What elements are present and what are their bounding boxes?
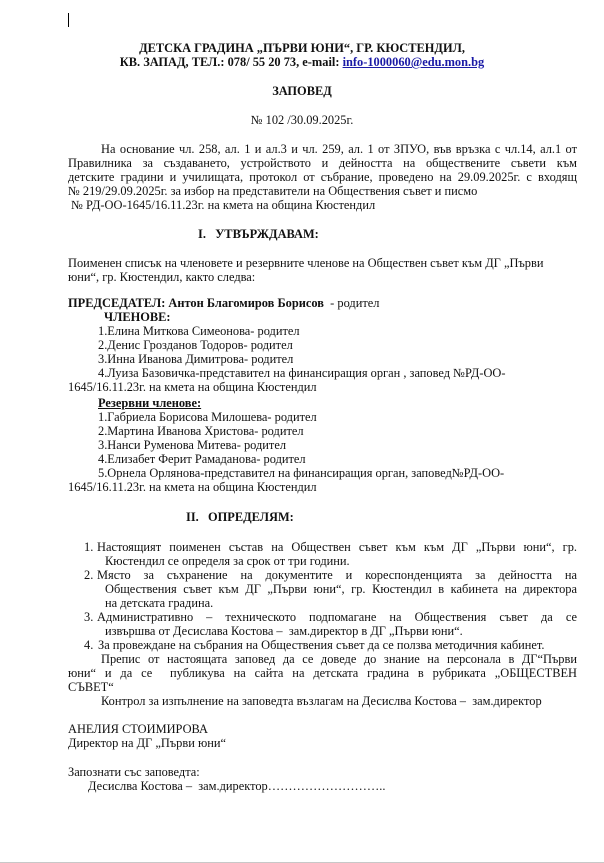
reserve-3: 3.Нанси Руменова Митева- родител (98, 438, 287, 452)
item-2-line-1: Място за съхранение на документите и кореспонденцията за дейността на (97, 568, 577, 582)
publish-line-2: юни“ и да се публикува на сайта на детската градина в рубриката „ОБЩЕСТВЕН (68, 666, 577, 680)
preamble-line-3: детските градини и училищата, протокол от събрание, проведено на 29.09.2025г. с входящ (68, 170, 577, 184)
member-3: 3.Инна Иванова Димитрова- родител (98, 352, 294, 366)
header-line-1: ДЕТСКА ГРАДИНА „ПЪРВИ ЮНИ“, ГР. КЮСТЕНДИЛ, (139, 41, 465, 55)
item-2-number: 2. (84, 568, 94, 582)
control-line: Контрол за изпълнение на заповедта възлагам на Десислва Костова – зам.директор (101, 694, 542, 708)
item-2-line-2: Обществения съвет към ДГ „Първи юни“, гр. Кюстендил в кабинета на директора (105, 582, 577, 596)
section-1-heading: I. УТВЪРЖДАВАМ: (198, 227, 319, 241)
preamble-line-2: Правилника за създаването, устройството и дейността на обществените съвети към (68, 156, 577, 170)
item-2-line-3: на детската градина. (105, 596, 214, 610)
reserve-5: 5.Орнела Орлянова-представител на финансиращия орган, заповед№РД-ОО- (98, 466, 505, 480)
document-title: ЗАПОВЕД (272, 84, 332, 98)
chair-role: - родител (323, 296, 380, 310)
item-1-line-1: Настоящият поименен състав на Обществен съвет към към ДГ „Първи юни“, гр. (97, 540, 577, 554)
item-1-number: 1. (84, 540, 94, 554)
header-line-2 (0, 55, 604, 69)
order-number: № 102 /30.09.2025г. (250, 113, 354, 127)
section-2-heading: II. ОПРЕДЕЛЯМ: (186, 510, 294, 524)
preamble-line-1: На основание чл. 258, ал. 1 и ал.3 и чл. 259, ал. 1 от ЗПУО, във връзка с чл.14, ал.1 от (101, 142, 577, 156)
item-4-number: 4. (84, 638, 94, 652)
acknowledged-person: Десислва Костова – зам.директор……………………….. (88, 779, 386, 793)
email-link[interactable]: info-1000060@edu.mon.bg (342, 55, 485, 69)
member-1: 1.Елина Миткова Симеонова- родител (98, 324, 300, 338)
item-4-line-1: За провеждане на събрания на Обществения съвет да се ползва методичния кабинет. (98, 638, 545, 652)
members-heading: ЧЛЕНОВЕ: (104, 310, 171, 324)
member-4-cont: 1645/16.11.23г. на кмета на община Кюстендил (68, 380, 317, 394)
section-1-intro-line-1: Поименен списък на членовете и резервните членове на Обществен съвет към ДГ „Първи (68, 256, 544, 270)
publish-line-3: СЪВЕТ“ (68, 680, 114, 694)
reserve-4: 4.Елизабет Ферит Рамаданова- родител (98, 452, 306, 466)
text-cursor (68, 13, 69, 27)
acknowledged-label: Запознати със заповедта: (68, 765, 200, 779)
chairperson (68, 296, 379, 310)
item-3-number: 3. (84, 610, 94, 624)
section-1-intro-line-2: юни“, гр. Кюстендил, както следва: (68, 270, 256, 284)
member-2: 2.Денис Грозданов Тодоров- родител (98, 338, 293, 352)
signatory-name: АНЕЛИЯ СТОИМИРОВА (68, 722, 208, 736)
preamble-line-4: № 219/29.09.2025г. за избор на представители на Обществения съвет и писмо (68, 184, 478, 198)
reserve-heading: Резервни членове: (98, 396, 202, 410)
header-contact: КВ. ЗАПАД, ТЕЛ.: 078/ 55 20 73, e-mail: (119, 55, 343, 69)
reserve-1: 1.Габриела Борисова Милошева- родител (98, 410, 317, 424)
item-3-line-2: извършва от Десислава Костова – зам.директор в ДГ „Първи юни“. (105, 624, 463, 638)
signatory-position: Директор на ДГ „Първи юни“ (68, 736, 226, 750)
publish-line-1: Препис от настоящата заповед да се доведе до знание на персонала в ДГ“Първи (101, 652, 577, 666)
item-1-line-2: Кюстендил се определя за срок от три години. (105, 554, 350, 568)
reserve-2: 2.Мартина Иванова Христова- родител (98, 424, 304, 438)
item-3-line-1: Административно – техническото подпомагане на Обществения съвет да се (97, 610, 577, 624)
member-4: 4.Луиза Базовичка-представител на финансиращия орган , заповед №РД-ОО- (98, 366, 506, 380)
reserve-5-cont: 1645/16.11.23г. на кмета на община Кюстендил (68, 480, 317, 494)
preamble-line-5: № РД-ОО-1645/16.11.23г. на кмета на община Кюстендил (68, 198, 376, 212)
chair-name: ПРЕДСЕДАТЕЛ: Антон Благомиров Борисов (68, 296, 324, 310)
